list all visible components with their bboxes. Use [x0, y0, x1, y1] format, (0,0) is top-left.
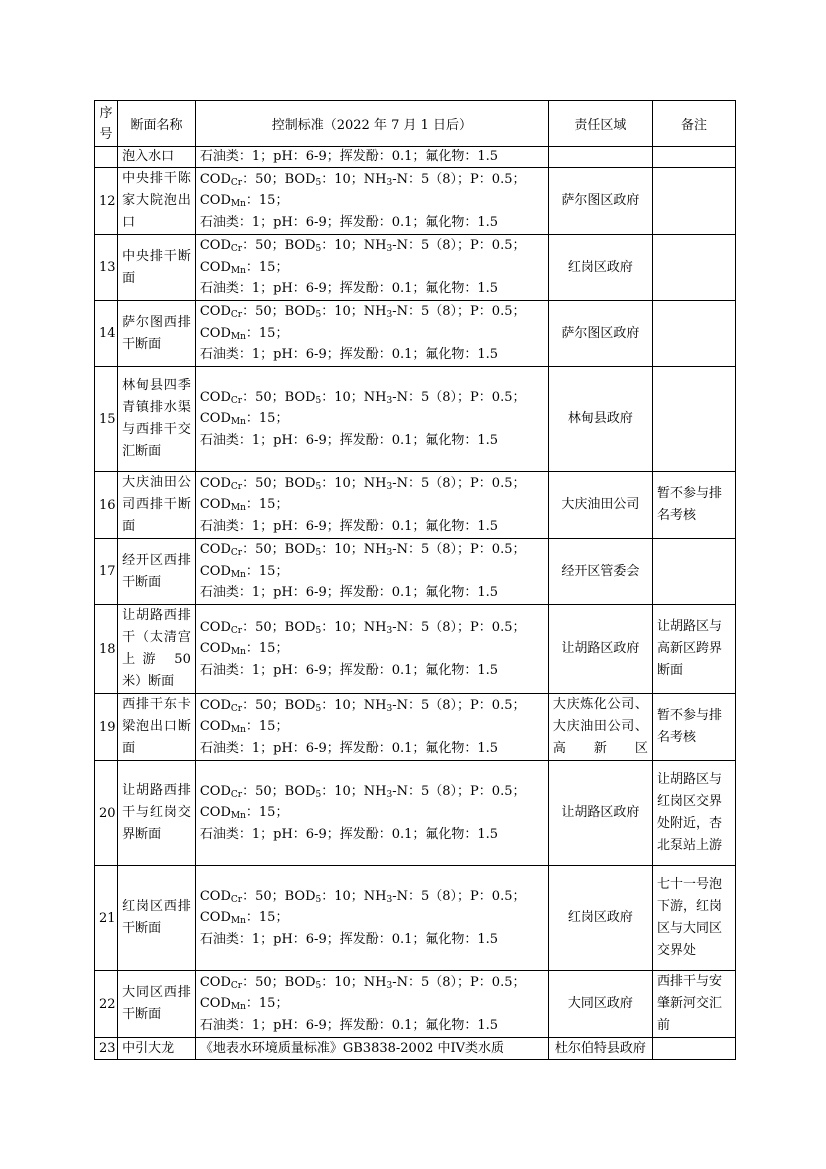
cod-label: COD	[199, 783, 231, 799]
standard-line-1	[200, 972, 544, 994]
standard-line-2	[200, 907, 544, 929]
table-row	[95, 168, 736, 235]
standard-line-3: 石油类：1；pH：6-9；挥发酚：0.1；氟化物：1.5	[199, 432, 499, 448]
bod-sub: 5	[315, 395, 322, 406]
row-no: 16	[95, 472, 118, 539]
codmn-sub: Mn	[230, 1002, 246, 1013]
row-name: 中央排干陈家大院泡出口	[118, 168, 196, 235]
standard-line-1	[200, 301, 544, 323]
cod-label: COD	[199, 389, 231, 405]
standard-line-2	[200, 716, 544, 738]
table-row	[95, 761, 736, 866]
cod-sub: Cr	[230, 894, 243, 905]
codmn-label: COD	[199, 259, 231, 275]
bod-text: ：10；NH	[321, 304, 387, 320]
table-row	[95, 367, 736, 472]
bod-sub: 5	[315, 980, 322, 991]
nh-sub: 3	[386, 894, 393, 905]
cod-label: COD	[199, 888, 231, 904]
bod-sub: 5	[315, 703, 322, 714]
nh-sub: 3	[386, 789, 393, 800]
cod-text: ：50；BOD	[242, 697, 316, 713]
row-note	[652, 235, 735, 301]
codmn-sub: Mn	[230, 647, 246, 658]
row-standard: 石油类：1；pH：6-9；挥发酚：0.1；氟化物：1.5	[195, 147, 548, 168]
codmn-text: ：15；	[245, 325, 289, 341]
standard-line-3: 石油类：1；pH：6-9；挥发酚：0.1；氟化物：1.5	[199, 740, 499, 756]
cod-sub: Cr	[230, 395, 243, 406]
standard-line-1	[200, 539, 544, 561]
standard-line-3: 石油类：1；pH：6-9；挥发酚：0.1；氟化物：1.5	[199, 1017, 499, 1033]
row-name: 红岗区西排干断面	[118, 866, 196, 971]
standard-line-1	[200, 695, 544, 717]
header-row	[95, 101, 736, 147]
header-note: 备注	[652, 101, 735, 147]
row-no: 19	[95, 694, 118, 761]
row-area: 大同区政府	[548, 971, 652, 1038]
nh-text: -N：5（8）；P：0.5；	[392, 783, 526, 799]
codmn-sub: Mn	[230, 569, 246, 580]
row-note: 七十一号泡下游，红岗区与大同区交界处	[652, 866, 735, 971]
row-note	[652, 539, 735, 605]
standard-line-3: 石油类：1；pH：6-9；挥发酚：0.1；氟化物：1.5	[199, 931, 499, 947]
standard-line-2	[200, 190, 544, 212]
row-no: 17	[95, 539, 118, 605]
standard-line-2	[200, 993, 544, 1015]
codmn-label: COD	[199, 411, 231, 427]
bod-sub: 5	[315, 244, 322, 255]
codmn-label: COD	[199, 910, 231, 926]
row-standard	[195, 866, 548, 971]
codmn-text: ：15；	[245, 193, 289, 209]
table-row	[95, 235, 736, 301]
row-name: 萨尔图西排干断面	[118, 301, 196, 367]
nh-sub: 3	[386, 395, 393, 406]
cod-sub: Cr	[230, 177, 243, 188]
standard-line-3: 石油类：1；pH：6-9；挥发酚：0.1；氟化物：1.5	[199, 585, 499, 601]
cod-text: ：50；BOD	[242, 304, 316, 320]
standard-line-1	[200, 473, 544, 495]
row-standard	[195, 367, 548, 472]
codmn-label: COD	[199, 497, 231, 513]
codmn-text: ：15；	[245, 497, 289, 513]
bod-sub: 5	[315, 310, 322, 321]
codmn-sub: Mn	[230, 417, 246, 428]
row-name: 中引大龙	[118, 1038, 196, 1060]
cod-sub: Cr	[230, 980, 243, 991]
row-name: 让胡路西排干（太清宫上游 50 米）断面	[118, 605, 196, 694]
cod-sub: Cr	[230, 548, 243, 559]
bod-text: ：10；NH	[321, 697, 387, 713]
codmn-label: COD	[199, 563, 231, 579]
cod-label: COD	[199, 304, 231, 320]
cod-text: ：50；BOD	[242, 783, 316, 799]
table-row	[95, 301, 736, 367]
row-area: 大庆炼化公司、大庆油田公司、高新区	[548, 694, 652, 761]
codmn-text: ：15；	[245, 563, 289, 579]
row-area: 红岗区政府	[548, 866, 652, 971]
bod-sub: 5	[315, 481, 322, 492]
codmn-text: ：15；	[245, 411, 289, 427]
row-area: 红岗区政府	[548, 235, 652, 301]
nh-sub: 3	[386, 548, 393, 559]
bod-text: ：10；NH	[321, 783, 387, 799]
codmn-label: COD	[199, 805, 231, 821]
row-no: 15	[95, 367, 118, 472]
row-name: 大同区西排干断面	[118, 971, 196, 1038]
row-standard	[195, 605, 548, 694]
cod-label: COD	[199, 238, 231, 254]
cod-label: COD	[199, 475, 231, 491]
table-row-partial	[95, 147, 736, 168]
cod-sub: Cr	[230, 789, 243, 800]
bod-text: ：10；NH	[321, 238, 387, 254]
header-area: 责任区域	[548, 101, 652, 147]
standard-line-2	[200, 561, 544, 583]
row-no: 21	[95, 866, 118, 971]
cod-sub: Cr	[230, 703, 243, 714]
row-note: 暂不参与排名考核	[652, 472, 735, 539]
codmn-label: COD	[199, 996, 231, 1012]
nh-sub: 3	[386, 244, 393, 255]
standard-line-2	[200, 638, 544, 660]
row-standard	[195, 971, 548, 1038]
standard-line-1	[200, 617, 544, 639]
row-name: 大庆油田公司西排干断面	[118, 472, 196, 539]
row-no: 20	[95, 761, 118, 866]
standard-line-2	[200, 323, 544, 345]
codmn-sub: Mn	[230, 725, 246, 736]
standards-table	[94, 100, 736, 1060]
codmn-label: COD	[199, 641, 231, 657]
standard-line-3: 石油类：1；pH：6-9；挥发酚：0.1；氟化物：1.5	[199, 347, 499, 363]
bod-sub: 5	[315, 548, 322, 559]
row-name: 经开区西排干断面	[118, 539, 196, 605]
cod-label: COD	[199, 171, 231, 187]
codmn-text: ：15；	[245, 805, 289, 821]
row-no	[95, 147, 118, 168]
row-no: 13	[95, 235, 118, 301]
nh-text: -N：5（8）；P：0.5；	[392, 974, 526, 990]
bod-sub: 5	[315, 789, 322, 800]
cod-label: COD	[199, 542, 231, 558]
standard-line-3: 石油类：1；pH：6-9；挥发酚：0.1；氟化物：1.5	[199, 214, 499, 230]
nh-sub: 3	[386, 177, 393, 188]
row-area: 萨尔图区政府	[548, 168, 652, 235]
nh-text: -N：5（8）；P：0.5；	[392, 542, 526, 558]
cod-text: ：50；BOD	[242, 389, 316, 405]
bod-text: ：10；NH	[321, 542, 387, 558]
standard-line-1	[200, 781, 544, 803]
table-row	[95, 472, 736, 539]
cod-text: ：50；BOD	[242, 619, 316, 635]
standard-line-3: 石油类：1；pH：6-9；挥发酚：0.1；氟化物：1.5	[199, 281, 499, 297]
row-note: 让胡路区与高新区跨界断面	[652, 605, 735, 694]
row-name: 泡入水口	[118, 147, 196, 168]
header-no: 序号	[95, 101, 118, 147]
row-area: 萨尔图区政府	[548, 301, 652, 367]
nh-text: -N：5（8）；P：0.5；	[392, 304, 526, 320]
row-area: 让胡路区政府	[548, 605, 652, 694]
standard-line-2	[200, 408, 544, 430]
row-area: 大庆油田公司	[548, 472, 652, 539]
row-area: 杜尔伯特县政府	[548, 1038, 652, 1060]
row-area: 经开区管委会	[548, 539, 652, 605]
standard-line-3: 石油类：1；pH：6-9；挥发酚：0.1；氟化物：1.5	[199, 826, 499, 842]
bod-text: ：10；NH	[321, 888, 387, 904]
standard-line-2	[200, 802, 544, 824]
table-row	[95, 971, 736, 1038]
row-name: 中央排干断面	[118, 235, 196, 301]
cod-label: COD	[199, 697, 231, 713]
cod-sub: Cr	[230, 244, 243, 255]
codmn-sub: Mn	[230, 503, 246, 514]
row-standard	[195, 694, 548, 761]
codmn-sub: Mn	[230, 916, 246, 927]
row-note: 让胡路区与红岗区交界处附近，杏北泵站上游	[652, 761, 735, 866]
row-no: 12	[95, 168, 118, 235]
row-note	[652, 1038, 735, 1060]
row-note: 西排干与安肇新河交汇前	[652, 971, 735, 1038]
nh-text: -N：5（8）；P：0.5；	[392, 619, 526, 635]
cod-text: ：50；BOD	[242, 888, 316, 904]
cod-text: ：50；BOD	[242, 542, 316, 558]
nh-sub: 3	[386, 310, 393, 321]
table-row	[95, 866, 736, 971]
codmn-label: COD	[199, 719, 231, 735]
row-note	[652, 301, 735, 367]
row-no: 22	[95, 971, 118, 1038]
cod-text: ：50；BOD	[242, 238, 316, 254]
row-note	[652, 147, 735, 168]
bod-sub: 5	[315, 894, 322, 905]
standard-line-1	[200, 169, 544, 191]
codmn-text: ：15；	[245, 641, 289, 657]
bod-text: ：10；NH	[321, 619, 387, 635]
cod-label: COD	[199, 619, 231, 635]
nh-text: -N：5（8）；P：0.5；	[392, 475, 526, 491]
row-standard: 《地表水环境质量标准》GB3838-2002 中IV类水质	[195, 1038, 548, 1060]
standard-line-3: 石油类：1；pH：6-9；挥发酚：0.1；氟化物：1.5	[199, 518, 499, 534]
row-no: 23	[95, 1038, 118, 1060]
codmn-text: ：15；	[245, 910, 289, 926]
header-standard: 控制标准（2022 年 7 月 1 日后）	[195, 101, 548, 147]
row-note	[652, 367, 735, 472]
standard-line-3: 石油类：1；pH：6-9；挥发酚：0.1；氟化物：1.5	[199, 662, 499, 678]
bod-text: ：10；NH	[321, 475, 387, 491]
cod-sub: Cr	[230, 625, 243, 636]
bod-text: ：10；NH	[321, 389, 387, 405]
codmn-text: ：15；	[245, 996, 289, 1012]
row-area: 让胡路区政府	[548, 761, 652, 866]
table-row	[95, 539, 736, 605]
table-row	[95, 605, 736, 694]
standard-line-1	[200, 235, 544, 257]
cod-sub: Cr	[230, 310, 243, 321]
row-note	[652, 168, 735, 235]
cod-text: ：50；BOD	[242, 974, 316, 990]
nh-sub: 3	[386, 625, 393, 636]
nh-text: -N：5（8）；P：0.5；	[392, 171, 526, 187]
row-standard	[195, 168, 548, 235]
cod-text: ：50；BOD	[242, 171, 316, 187]
codmn-sub: Mn	[230, 199, 246, 210]
row-standard	[195, 235, 548, 301]
codmn-text: ：15；	[245, 719, 289, 735]
bod-text: ：10；NH	[321, 171, 387, 187]
nh-text: -N：5（8）；P：0.5；	[392, 389, 526, 405]
standard-line-1	[200, 886, 544, 908]
codmn-text: ：15；	[245, 259, 289, 275]
codmn-label: COD	[199, 193, 231, 209]
row-area: 林甸县政府	[548, 367, 652, 472]
row-name: 让胡路西排干与红岗交界断面	[118, 761, 196, 866]
nh-text: -N：5（8）；P：0.5；	[392, 888, 526, 904]
bod-sub: 5	[315, 177, 322, 188]
standard-line-2	[200, 257, 544, 279]
nh-sub: 3	[386, 481, 393, 492]
standard-line-1	[200, 387, 544, 409]
row-standard	[195, 539, 548, 605]
header-name: 断面名称	[118, 101, 196, 147]
cod-sub: Cr	[230, 481, 243, 492]
bod-sub: 5	[315, 625, 322, 636]
codmn-sub: Mn	[230, 331, 246, 342]
table-row-last	[95, 1038, 736, 1060]
row-standard	[195, 761, 548, 866]
nh-text: -N：5（8）；P：0.5；	[392, 697, 526, 713]
row-name: 林甸县四季青镇排水渠与西排干交汇断面	[118, 367, 196, 472]
row-no: 18	[95, 605, 118, 694]
codmn-sub: Mn	[230, 265, 246, 276]
codmn-label: COD	[199, 325, 231, 341]
cod-text: ：50；BOD	[242, 475, 316, 491]
nh-sub: 3	[386, 703, 393, 714]
table-row	[95, 694, 736, 761]
nh-text: -N：5（8）；P：0.5；	[392, 238, 526, 254]
nh-sub: 3	[386, 980, 393, 991]
codmn-sub: Mn	[230, 811, 246, 822]
row-area	[548, 147, 652, 168]
row-standard	[195, 472, 548, 539]
cod-label: COD	[199, 974, 231, 990]
row-standard	[195, 301, 548, 367]
standard-line-2	[200, 494, 544, 516]
bod-text: ：10；NH	[321, 974, 387, 990]
row-name: 西排干东卡梁泡出口断面	[118, 694, 196, 761]
row-no: 14	[95, 301, 118, 367]
row-note: 暂不参与排名考核	[652, 694, 735, 761]
